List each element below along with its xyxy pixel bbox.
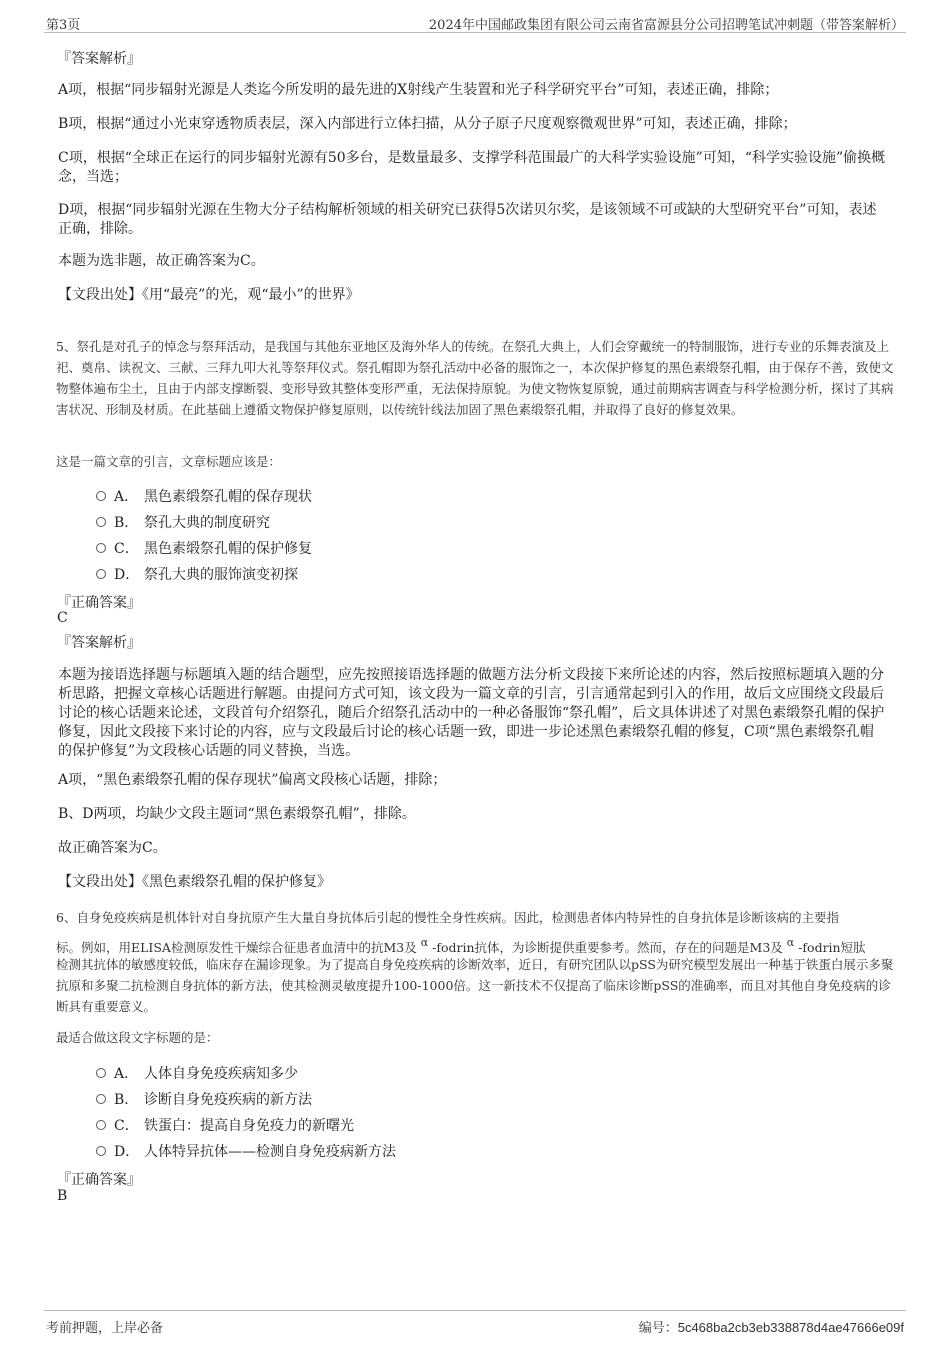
q5-option-a[interactable]: A． 黑色素缎祭孔帽的保存现状 xyxy=(96,486,312,506)
q6-option-a[interactable]: A． 人体自身免疫疾病知多少 xyxy=(96,1063,298,1083)
q6-ask: 最适合做这段文字标题的是： xyxy=(56,1030,219,1045)
radio-icon[interactable] xyxy=(96,543,106,553)
q6-option-d[interactable]: D． 人体特异抗体——检测自身免疫病新方法 xyxy=(96,1141,396,1161)
radio-icon[interactable] xyxy=(96,1068,106,1078)
q5-source: 【文段出处】《黑色素缎祭孔帽的保护修复》 xyxy=(58,874,331,890)
radio-icon[interactable] xyxy=(96,1146,106,1156)
q6-option-b[interactable]: B． 诊断自身免疫疾病的新方法 xyxy=(96,1089,312,1109)
q6-option-c[interactable]: C． 铁蛋白：提高自身免疫力的新曙光 xyxy=(96,1115,354,1135)
q5-question: 5、祭孔是对孔子的悼念与祭拜活动，是我国与其他东亚地区及海外华人的传统。在祭孔大典上，人们会穿戴统一的特制服饰，进行专业的乐舞表演及上祀、奠帛、读祝文、三献、三拜九叩大礼等祭拜仪式。祭孔帽即为祭孔活动中必备的服饰之一，本次保护修复的黑色素缎祭孔帽，由于保存不善，致使文物整体遍布尘土，且由于内部支撑断裂、变形导致其整体变形严重，无法保持原貌。为使文物恢复原貌，通过前期病害调查与科学检测分析，探讨了其病害状况、形制及材质。在此基础上遵循文物保护修复原则，以传统针线法加固了黑色素缎祭孔帽，并取得了良好的修复效果。 xyxy=(56,339,894,417)
q6-answer-label: 『正确答案』 xyxy=(57,1172,141,1188)
q4-analysis-b: B项，根据“通过小光束穿透物质表层，深入内部进行立体扫描，从分子原子尺度观察微观世界”可知，表述正确，排除； xyxy=(58,116,797,132)
q5-analysis: 本题为接语选择题与标题填入题的结合题型，应先按照接语选择题的做题方法分析文段接下来所论述的内容，然后按照标题填入题的分析思路，把握文章核心话题进行解题。由提问方式可知，该文段为一篇文章的引言，引言通常起到引入的作用，故后文应围绕文段最后讨论的核心话题来论述，文段首句介绍祭孔，随后介绍祭孔活动中的一种必备服饰“祭孔帽”，后文具体讲述了对黑色素缎祭孔帽的保护修复，因此文段接下来讨论的内容，应与文段最后讨论的核心话题一致，即进一步论述黑色素缎祭孔帽的修复，C项“黑色素缎祭孔帽的保护修复”为文段核心话题的同义替换，当选。 xyxy=(58,667,885,759)
q6-answer: B xyxy=(57,1188,68,1204)
q4-analysis-label: 『答案解析』 xyxy=(57,51,141,67)
q4-analysis-a: A项，根据“同步辐射光源是人类迄今所发明的最先进的X射线产生装置和光子科学研究平台”可知，表述正确，排除； xyxy=(58,82,779,98)
q6-question-line1: 6、自身免疫疾病是机体针对自身抗原产生大量自身抗体后引起的慢性全身性疾病。因此，检测患者体内特异性的自身抗体是诊断该病的主要指 xyxy=(56,910,839,925)
alpha-symbol: α xyxy=(420,936,429,949)
page-number: 第3页 xyxy=(46,18,81,33)
q5-analysis-label: 『答案解析』 xyxy=(57,635,141,651)
q4-conclusion: 本题为选非题，故正确答案为C。 xyxy=(58,253,265,269)
q5-conclusion: 故正确答案为C。 xyxy=(58,840,167,856)
document-code: 编号：5c468ba2cb3eb338878d4ae47666e09f xyxy=(638,1320,904,1336)
q4-analysis-c: C项，根据“全球正在运行的同步辐射光源有50多台，是数量最多、支撑学科范围最广的大科学实验设施”可知，“科学实验设施”偷换概念，当选； xyxy=(58,150,886,185)
q6-question-rest: 检测其抗体的敏感度较低，临床存在漏诊现象。为了提高自身免疫疾病的诊断效率，近日，有研究团队以pSS为研究模型发展出一种基于铁蛋白展示多聚抗原和多聚二抗检测自身抗体的新方法，使其检测灵敏度提升100-1000倍。这一新技术不仅提高了临床诊断pSS的准确率，而且对其他自身免疫病的诊断具有重要意义。 xyxy=(56,957,894,1014)
q5-option-c[interactable]: C． 黑色素缎祭孔帽的保护修复 xyxy=(96,538,312,558)
q5-answer-label: 『正确答案』 xyxy=(57,595,141,611)
footer-slogan: 考前押题，上岸必备 xyxy=(46,1321,164,1336)
radio-icon[interactable] xyxy=(96,1120,106,1130)
radio-icon[interactable] xyxy=(96,1094,106,1104)
q5-ask: 这是一篇文章的引言，文章标题应该是： xyxy=(56,454,282,469)
radio-icon[interactable] xyxy=(96,569,106,579)
q5-option-d[interactable]: D． 祭孔大典的服饰演变初探 xyxy=(96,564,298,584)
q5-analysis-a: A项，“黑色素缎祭孔帽的保存现状”偏离文段核心话题，排除； xyxy=(58,772,447,788)
q4-source: 【文段出处】《用“最亮”的光，观“最小”的世界》 xyxy=(58,287,360,303)
radio-icon[interactable] xyxy=(96,491,106,501)
q4-analysis-d: D项，根据“同步辐射光源在生物大分子结构解析领域的相关研究已获得5次诺贝尔奖，是该领域不可或缺的大型研究平台”可知，表述正确，排除。 xyxy=(58,202,877,237)
q5-answer: C xyxy=(57,610,68,626)
document-title: 2024年中国邮政集团有限公司云南省富源县分公司招聘笔试冲刺题（带答案解析） xyxy=(428,18,904,33)
q5-analysis-bd: B、D两项，均缺少文段主题词“黑色素缎祭孔帽”，排除。 xyxy=(58,806,416,822)
alpha-symbol: α xyxy=(786,936,795,949)
page-footer xyxy=(44,1310,906,1341)
page-header xyxy=(44,10,906,33)
radio-icon[interactable] xyxy=(96,517,106,527)
q6-question-line2: 标。例如，用ELISA检测原发性干燥综合征患者血清中的抗M3及 α -fodrin抗体，为诊断提供重要参考。然而，存在的问题是M3及 α -fodrin短肽 xyxy=(56,936,866,955)
q5-option-b[interactable]: B． 祭孔大典的制度研究 xyxy=(96,512,270,532)
